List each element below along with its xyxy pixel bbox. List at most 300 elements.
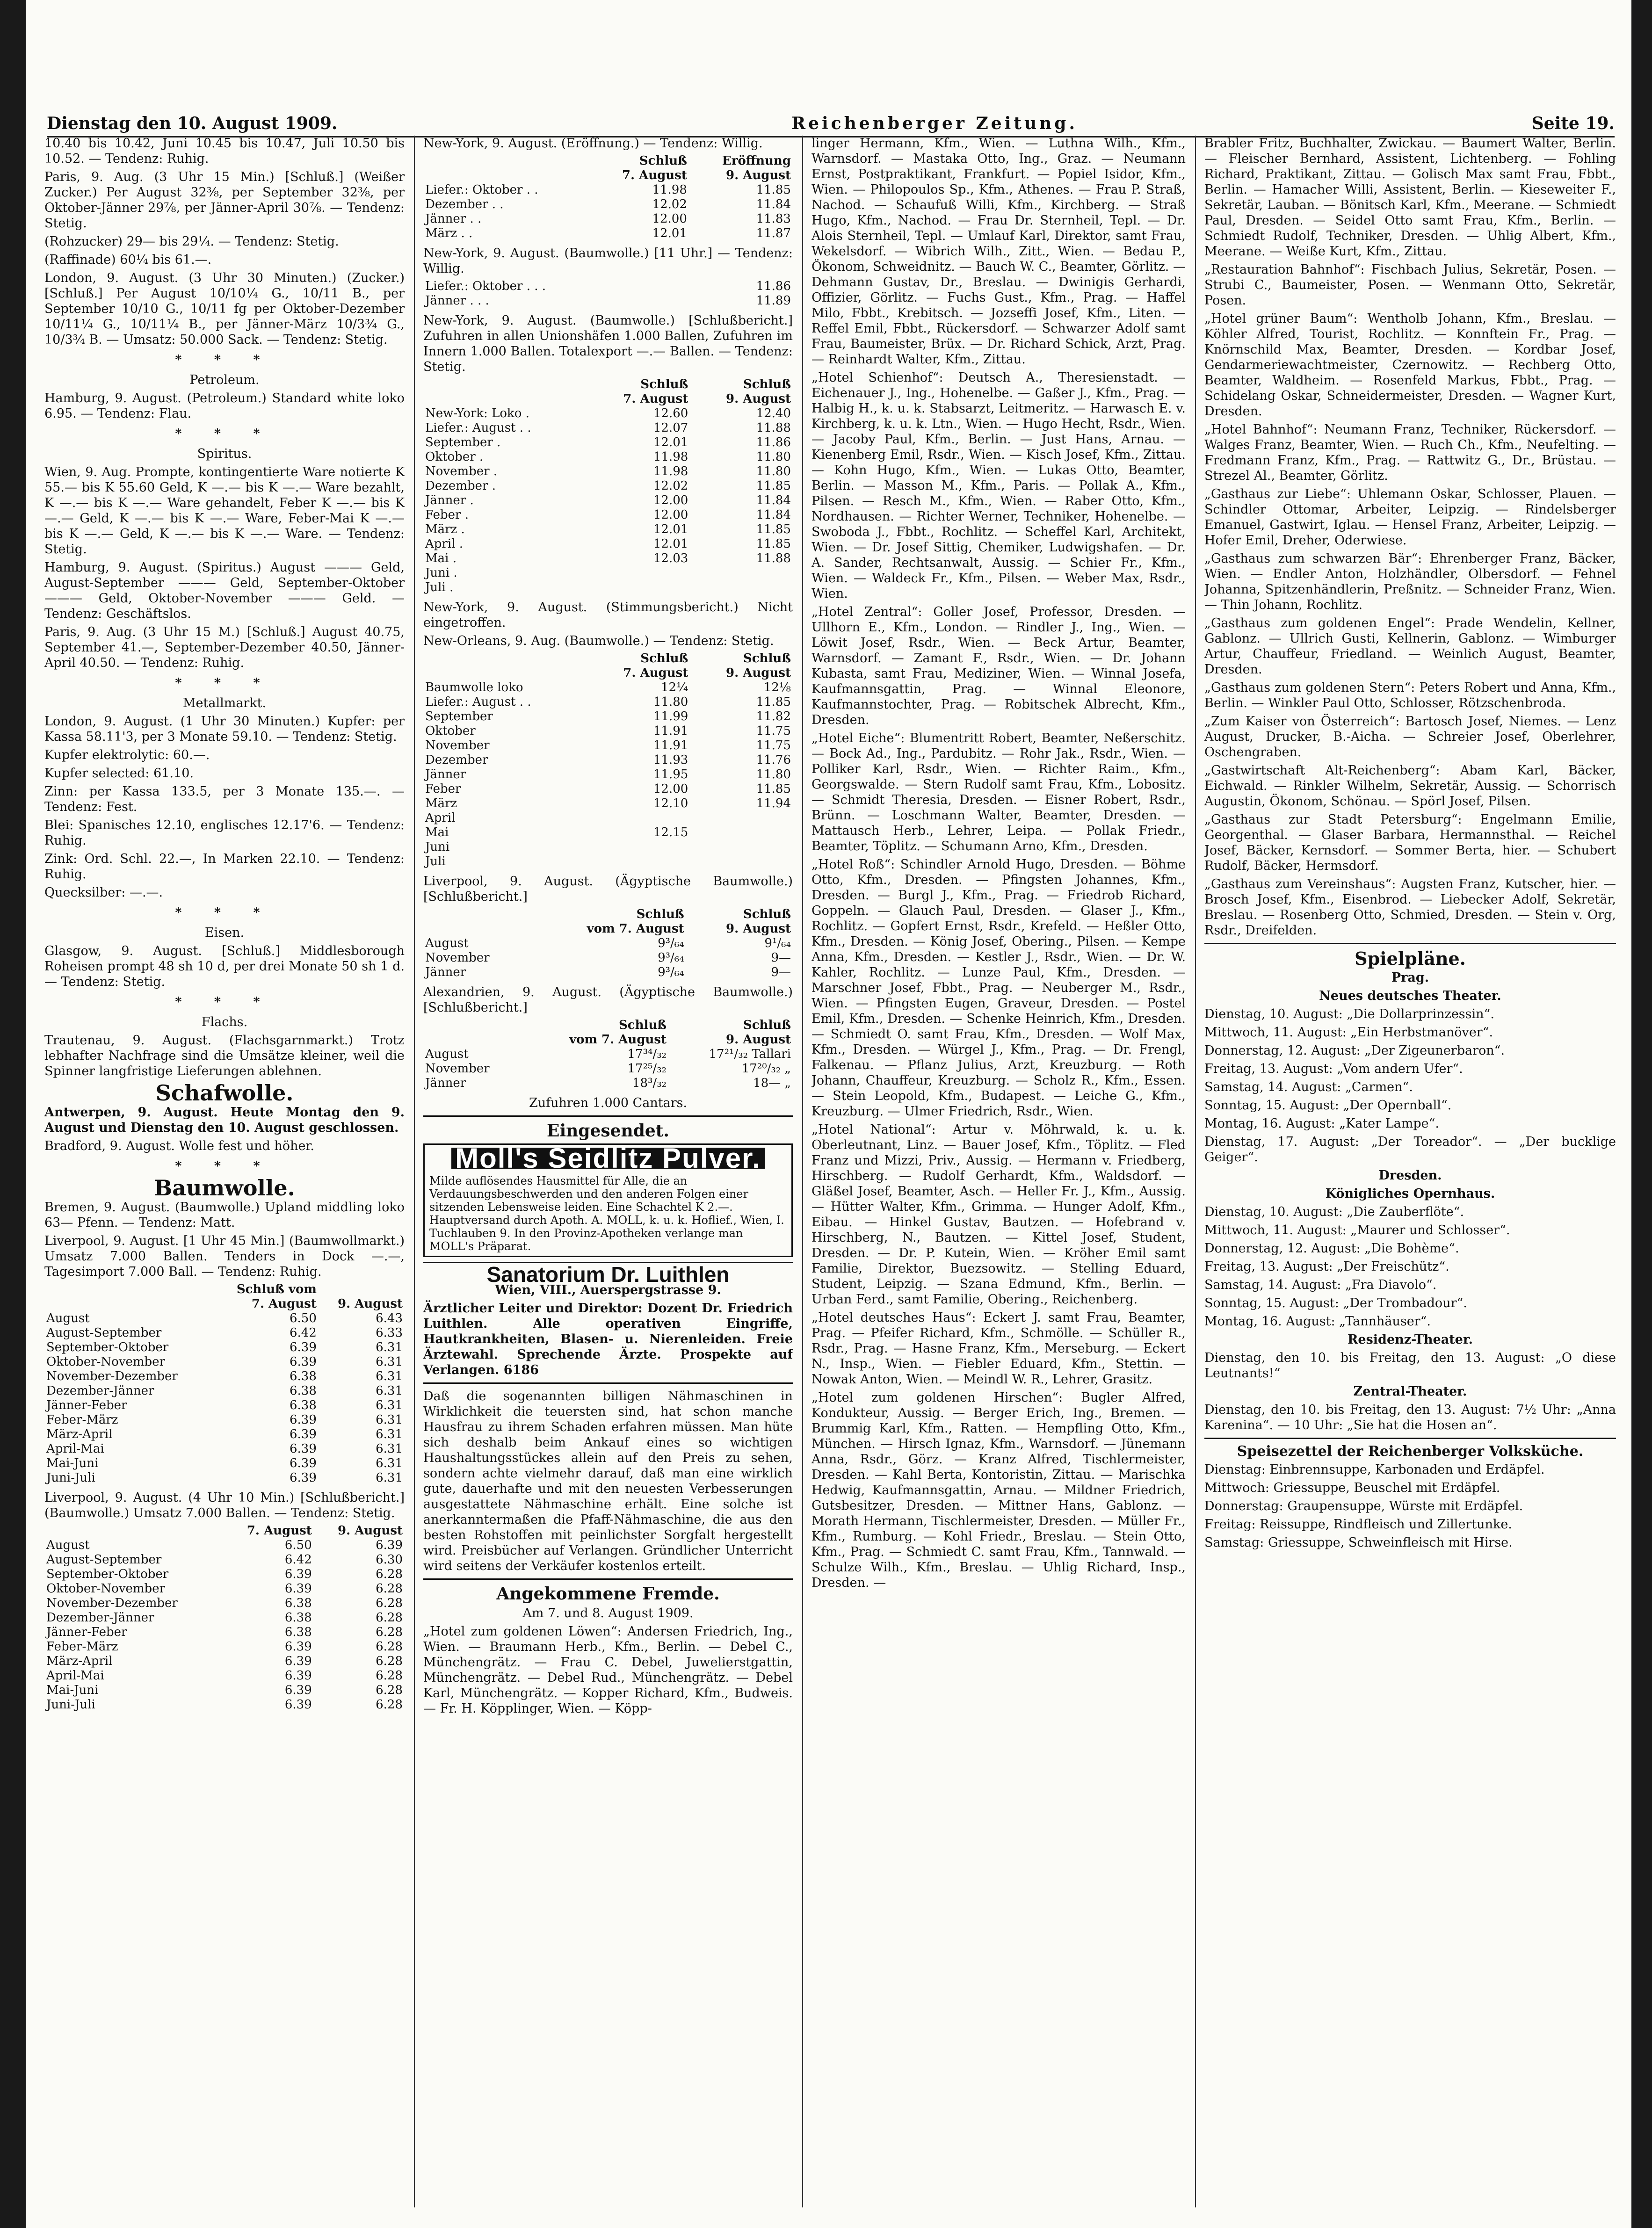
table-cell: 11.85 bbox=[756, 782, 791, 796]
table-cell: 6.38 bbox=[284, 1625, 312, 1639]
table-cell: 11.87 bbox=[756, 226, 791, 240]
table-row bbox=[423, 279, 793, 294]
table-cell: Schluß bbox=[743, 377, 791, 391]
table-cell: 6.28 bbox=[376, 1596, 403, 1610]
city-heading: Prag. bbox=[1391, 970, 1429, 985]
market-report: (Rohzucker) 29— bis 29¼. — Tendenz: Stetig. bbox=[44, 234, 339, 249]
guest-list: „Zum Kaiser von Österreich“: Bartosch Josef, Niemes. — Lenz August, Drucker, B.-Aicha. — Schreier Josef, Oberlehrer, Oschengraben. bbox=[1204, 714, 1616, 760]
table-row bbox=[423, 1018, 793, 1033]
section-title: Baumwolle. bbox=[154, 1175, 295, 1201]
table-cell: Mai-Juni bbox=[46, 1456, 99, 1470]
table-row bbox=[423, 825, 793, 840]
table-cell bbox=[690, 580, 793, 595]
table-cell bbox=[319, 1282, 405, 1297]
table-row bbox=[44, 1524, 405, 1538]
guest-list: „Hotel Eiche“: Blumentritt Robert, Beamter, Neßerschitz. — Bock Ad., Ing., Pardubitz. — Rohr Jak., Rsdr., Wien. — Polliker Karl, Rsdr., Wien. — Richter Raim., Kfm., Georgswalde. — Stern Rudolf samt Frau, Kfm., Lobositz. — Schmidt Theresia, Dresden. — Eisner Robert, Rsdr., Brünn. — Loschmann Walter, Beamter, Dresden. — Mattausch Herb., Lehrer, Leipa. — Pollak Friedr., Beamter, Töplitz. — Schumann Arno, Kfm., Dresden. bbox=[812, 731, 1186, 854]
table-row bbox=[423, 493, 793, 508]
list-item: Dienstag, 10. August: „Die Dollarprinzessin“. bbox=[1204, 1007, 1494, 1021]
table-cell: Schluß bbox=[640, 651, 688, 666]
table-row bbox=[423, 854, 793, 869]
market-report: London, 9. August. (3 Uhr 30 Minuten.) (Zucker.) [Schluß.] Per August 10/10¼ G., 10/11 B., per September 10/10 G., 10/11 fg per Oktober-Dezember 10/11¼ G., 10/11¼ B., per Jänner-März 10/3¾ G., 10/3¾ B. — Umsatz: 50.000 Sack. — Tendenz: Stetig. bbox=[44, 271, 405, 347]
table-cell: 11.89 bbox=[756, 294, 791, 308]
market-report: Paris, 9. Aug. (3 Uhr 15 Min.) [Schluß.] (Weißer Zucker.) Per August 32⅜, per September 32⅜, per Oktober-Jänner 29⅞, per Jänner-April 30⅞. — Tendenz: Stetig. bbox=[44, 170, 405, 231]
column-1 bbox=[44, 136, 405, 1717]
list-item: Mittwoch: Griessuppe, Beuschel mit Erdäpfel. bbox=[1204, 1481, 1500, 1495]
table-cell bbox=[587, 840, 690, 854]
table-cell: 6.38 bbox=[284, 1611, 312, 1625]
table-row bbox=[423, 1076, 793, 1091]
table-row bbox=[44, 1553, 405, 1567]
table-cell: 6.39 bbox=[289, 1442, 317, 1456]
table-cell: 6.38 bbox=[289, 1384, 317, 1398]
schedule-text: Dienstag, den 10. bis Freitag, den 13. August: 7½ Uhr: „Anna Karenina“. — 10 Uhr: „Sie hat die Hosen an“. bbox=[1204, 1403, 1616, 1432]
table-cell bbox=[44, 1297, 214, 1311]
table-row bbox=[423, 767, 793, 782]
price-table bbox=[423, 154, 793, 241]
market-report: New-Orleans, 9. Aug. (Baumwolle.) — Tendenz: Stetig. bbox=[423, 634, 774, 648]
table-cell: 11.75 bbox=[756, 738, 791, 752]
section-heading: Flachs. bbox=[201, 1015, 248, 1029]
market-report: Quecksilber: —.—. bbox=[44, 885, 163, 900]
advertisement-moll bbox=[423, 1143, 793, 1257]
table-cell: 6.28 bbox=[376, 1625, 403, 1639]
table-row bbox=[44, 1311, 405, 1326]
table-cell: 17²¹/₃₂ Tallari bbox=[709, 1047, 791, 1061]
column-2 bbox=[423, 136, 793, 1719]
list-item: Freitag, 13. August: „Der Freischütz“. bbox=[1204, 1259, 1449, 1274]
table-cell: 11.84 bbox=[756, 493, 791, 507]
table-cell: 12.01 bbox=[653, 537, 688, 551]
table-row bbox=[423, 907, 793, 922]
table-row bbox=[423, 738, 793, 753]
list-item: Samstag, 14. August: „Carmen“. bbox=[1204, 1080, 1413, 1094]
guest-list: „Hotel zum goldenen Löwen“: Andersen Friedrich, Ing., Wien. — Braumann Herb., Kfm., Berlin. — Debel C., Münchengrätz. — Frau C. Debel, Juwelierstgattin, Münchengrätz. — Debel Rud., Münchengrätz. — Debel Karl, Münchengrätz. — Kopper Richard, Kfm., Budweis. — Fr. H. Köpplinger, Wien. — Köpp- bbox=[423, 1624, 793, 1716]
market-report: New-York, 9. August. (Baumwolle.) [11 Uhr.] — Tendenz: Willig. bbox=[423, 246, 793, 276]
table-cell: April bbox=[425, 811, 456, 825]
market-report: New-York, 9. August. (Baumwolle.) [Schlußbericht.] Zufuhren in allen Unionshäfen 1.000 Ballen, Zufuhren im Innern 1.000 Ballen. Totalexport —.— Ballen. — Tendenz: Stetig. bbox=[423, 313, 793, 374]
table-row bbox=[423, 695, 793, 709]
table-cell: 11.85 bbox=[756, 479, 791, 493]
table-cell: 9. August bbox=[725, 168, 791, 182]
table-cell: September . bbox=[425, 435, 501, 449]
list-item: Freitag, 13. August: „Vom andern Ufer“. bbox=[1204, 1062, 1463, 1076]
guest-list: „Hotel Schienhof“: Deutsch A., Theresienstadt. — Eichenauer J., Ing., Hohenelbe. — Gaßer J., Kfm., Prag. — Halbig H., k. u. k. Stabsarzt, Leitmeritz. — Harwasch E. v. Kirchberg, k. u. k. Ltn., Wien. — Hugo Hecht, Rsdr., Wien. — Jacoby Paul, Kfm., Berlin. — Just Hans, Arnau. — Kienenberg Emil, Rsdr., Wien. — Kisch Josef, Kfm., Zittau. — Kohn Hugo, Kfm., Wien. — Lukas Otto, Beamter, Berlin. — Masson M., Kfm., Paris. — Pollak A., Kfm., Pilsen. — Resch M., Kfm., Wien. — Raber Otto, Kfm., Nordhausen. — Richter Werner, Techniker, Hohenelbe. — Swoboda J., Fbbt., Rochlitz. — Scheffel Karl, Architekt, Wien. — Dr. Josef Sittig, Chemiker, Ludwigshafen. — Dr. A. Sander, Rechtsanwalt, Aussig. — Schier Fr., Kfm., Wien. — Waldeck Fr., Kfm., Pilsen. — Weber Max, Rsdr., Wien. bbox=[812, 370, 1186, 601]
table-cell: 11.80 bbox=[756, 464, 791, 478]
table-cell: 9³/₆₄ bbox=[658, 936, 684, 950]
price-table bbox=[423, 279, 793, 308]
table-row bbox=[423, 1047, 793, 1062]
table-cell: 6.31 bbox=[376, 1369, 403, 1383]
table-cell: 11.80 bbox=[756, 450, 791, 464]
guest-list: „Hotel grüner Baum“: Wentholb Johann, Kfm., Breslau. — Köhler Alfred, Tourist, Rochlitz. — Konnftein Fr., Prag. — Knörnschild Max, Beamter, Dresden. — Kordbar Josef, Gendarmeriewachtmeister, Czernowitz. — Rechberg Otto, Beamter, Waldheim. — Rosenfeld Markus, Fbbt., Prag. — Schidelang Oskar, Schneidermeister, Dresden. — Wagner Kurt, Dresden. bbox=[1204, 311, 1616, 419]
table-row bbox=[44, 1698, 405, 1712]
table-cell: 11.88 bbox=[756, 551, 791, 565]
table-cell: Liefer.: August . . bbox=[425, 421, 531, 435]
guest-list: Brabler Fritz, Buchhalter, Zwickau. — Baumert Walter, Berlin. — Fleischer Bernhard, Assistent, Lichtenberg. — Fohling Richard, Praktikant, Zittau. — Golisch Max samt Frau, Fbbt., Berlin. — Hamacher Willi, Assistent, Berlin. — Kieseweiter F., Sekretär, Lauban. — Bönitsch Karl, Kfm., Meerane. — Schmiedt Paul, Dresden. — Seidel Otto samt Frau, Kfm., Berlin. — Schmiedt Rudolf, Techniker, Dresden. — Uhlig Albert, Kfm., Meerane. — Weiße Kurt, Kfm., Zittau. bbox=[1204, 136, 1616, 259]
market-report: Wien, 9. Aug. Prompte, kontingentierte Ware notierte K 55.— bis K 55.60 Geld, K —.— bis K —.— Ware bezahlt, K —.— bis K —.— Ware gehandelt, Feber K —.— bis K —.— Geld, K —.— bis K —.— Ware, Feber-Mai K —.— bis K —.— Geld, K —.— bis K —.— Ware. — Tendenz: Stetig. bbox=[44, 465, 405, 557]
table-cell: 11.91 bbox=[653, 738, 688, 752]
table-row bbox=[423, 294, 793, 308]
column-rule bbox=[414, 136, 415, 2207]
table-cell: Eröffnung bbox=[722, 154, 791, 168]
theater-heading: Zentral-Theater. bbox=[1353, 1384, 1467, 1399]
table-cell: Feber . bbox=[425, 508, 469, 522]
table-cell bbox=[423, 392, 587, 406]
schedule-list bbox=[1204, 1006, 1616, 1165]
table-cell bbox=[423, 154, 590, 168]
table-cell: 6.38 bbox=[284, 1596, 312, 1610]
table-cell: Feber-März bbox=[46, 1413, 118, 1427]
table-cell: August-September bbox=[46, 1553, 162, 1567]
table-row bbox=[423, 392, 793, 406]
table-cell: 6.39 bbox=[284, 1654, 312, 1668]
table-cell: 12.07 bbox=[653, 421, 688, 435]
table-cell: Feber bbox=[425, 782, 461, 796]
table-row bbox=[423, 1033, 793, 1047]
table-row bbox=[423, 566, 793, 580]
table-cell: 12.03 bbox=[653, 551, 688, 565]
table-row bbox=[44, 1625, 405, 1640]
table-cell: 11.99 bbox=[653, 709, 688, 723]
guest-list: „Gasthaus zur Liebe“: Uhlemann Oskar, Schlosser, Plauen. — Schindler Ottomar, Arbeiter, Leipzig. — Rindelsberger Emanuel, Gastwirt, Iglau. — Hensel Franz, Arbeiter, Leipzig. — Hofer Emil, Dreher, Oderwiese. bbox=[1204, 487, 1616, 548]
separator-stars: * * * bbox=[175, 427, 274, 441]
table-cell bbox=[423, 907, 529, 922]
sanatorium-text: Ärztlicher Leiter und Direktor: Dozent Dr. Friedrich Luithlen. Alle operativen Eingriffe, Hautkrankheiten, Blasen- u. Nierenleiden. Freie Ärztewahl. Sprechende Ärzte. Prospekte auf Verlangen. 6186 bbox=[423, 1301, 793, 1377]
page-header bbox=[47, 105, 1615, 137]
section-title: Schafwolle. bbox=[155, 1080, 294, 1106]
section-heading: Petroleum. bbox=[189, 373, 260, 387]
table-row bbox=[423, 951, 793, 965]
section-title: Speisezettel der Reichenberger Volksküche. bbox=[1237, 1443, 1584, 1460]
guest-list: „Hotel zum goldenen Hirschen“: Bugler Alfred, Kondukteur, Aussig. — Berger Erich, Ing., Bremen. — Brummig Karl, Kfm., Ratten. — Hempfling Otto, Kfm., München. — Hirsch Ignaz, Kfm., Warnsdorf. — Jünemann Anna, Rsdr., Görz. — Kranz Alfred, Tischlermeister, Dresden. — Kahl Berta, Kontoristin, Zittau. — Marischka Hedwig, Kaufmannsgattin, Arnau. — Mildner Friedrich, Gutsbesitzer, Dresden. — Mittner Hans, Gablonz. — Morath Hermann, Tischlermeister, Dresden. — Müller Fr., Kfm., Rumburg. — Kohl Friedr., Breslau. — Stein Otto, Kfm., Prag. — Schmiedt C. samt Frau, Kfm., Tannwald. — Schulze Wilh., Kfm., Breslau. — Uhlig Richard, Insp., Dresden. — bbox=[812, 1390, 1186, 1590]
table-cell bbox=[423, 1033, 522, 1047]
table-cell: 6.31 bbox=[376, 1413, 403, 1427]
price-table bbox=[423, 1018, 793, 1091]
table-cell: 6.28 bbox=[376, 1640, 403, 1654]
table-row bbox=[423, 168, 793, 183]
table-cell: Schluß bbox=[743, 651, 791, 666]
column-rule bbox=[1195, 136, 1196, 2207]
table-cell: 11.85 bbox=[756, 522, 791, 536]
section-date: Am 7. und 8. August 1909. bbox=[522, 1606, 694, 1620]
divider bbox=[423, 1578, 793, 1580]
table-cell: Dezember-Jänner bbox=[46, 1611, 154, 1625]
table-cell: 7. August bbox=[622, 168, 687, 182]
table-cell: 11.75 bbox=[756, 724, 791, 738]
table-cell: Mai-Juni bbox=[46, 1683, 99, 1697]
table-cell: 6.50 bbox=[284, 1538, 312, 1552]
table-row bbox=[423, 435, 793, 450]
price-table bbox=[44, 1282, 405, 1485]
table-cell: Mai . bbox=[425, 551, 456, 565]
table-cell: 6.39 bbox=[284, 1640, 312, 1654]
table-cell: April-Mai bbox=[46, 1669, 104, 1683]
table-cell: Jänner bbox=[425, 767, 466, 781]
table-cell: 6.39 bbox=[289, 1340, 317, 1354]
separator-stars: * * * bbox=[175, 1159, 274, 1173]
market-report: Zufuhren 1.000 Cantars. bbox=[529, 1096, 688, 1110]
table-cell: 6.38 bbox=[289, 1369, 317, 1383]
guest-list: „Hotel deutsches Haus“: Eckert J. samt Frau, Beamter, Prag. — Pfeifer Richard, Kfm., Schmölle. — Schüller R., Rsdr., Prag. — Hasne Franz, Kfm., Merseburg. — Eckert N., Insp., Wien. — Fiebler Eduard, Kfm., Stettin. — Nowak Anton, Wien. — Meindl W. R., Lehrer, Grasitz. bbox=[812, 1310, 1186, 1387]
table-cell: Juli bbox=[425, 854, 446, 868]
table-cell: August bbox=[425, 1047, 469, 1061]
table-cell: November-Dezember bbox=[46, 1596, 178, 1610]
table-cell: Juni-Juli bbox=[46, 1471, 95, 1485]
table-cell: 6.28 bbox=[376, 1567, 403, 1581]
table-row bbox=[44, 1427, 405, 1442]
table-row bbox=[423, 406, 793, 421]
table-cell: 6.28 bbox=[376, 1611, 403, 1625]
market-report: Glasgow, 9. August. [Schluß.] Middlesborough Roheisen prompt 48 sh 10 d, per drei Monate 50 sh 1 d. — Tendenz: Stetig. bbox=[44, 944, 405, 989]
list-item: Donnerstag, 12. August: „Die Bohème“. bbox=[1204, 1241, 1459, 1256]
table-cell: 11.83 bbox=[756, 212, 791, 226]
market-report: 10.40 bis 10.42, Juni 10.45 bis 10.47, Juli 10.50 bis 10.52. — Tendenz: Ruhig. bbox=[44, 136, 405, 166]
menu-list bbox=[1204, 1462, 1616, 1550]
table-cell: 11.88 bbox=[756, 421, 791, 435]
market-report: Bremen, 9. August. (Baumwolle.) Upland middling loko 63— Pfenn. — Tendenz: Matt. bbox=[44, 1200, 405, 1230]
table-cell: Schluß bbox=[639, 154, 687, 168]
table-cell: Schluß vom bbox=[236, 1282, 317, 1296]
table-cell: 6.28 bbox=[376, 1669, 403, 1683]
table-cell: 11.80 bbox=[756, 767, 791, 781]
table-row bbox=[423, 965, 793, 980]
table-row bbox=[423, 651, 793, 666]
header-newspaper: Reichenberger Zeitung. bbox=[791, 114, 1078, 133]
table-cell: 9. August bbox=[725, 922, 791, 936]
guest-list: „Gasthaus zum goldenen Stern“: Peters Robert und Anna, Kfm., Berlin. — Winkler Paul Otto, Schlosser, Rötzschenbroda. bbox=[1204, 680, 1616, 710]
divider bbox=[423, 1382, 793, 1384]
table-cell: 6.39 bbox=[284, 1683, 312, 1697]
table-cell: 6.33 bbox=[376, 1326, 403, 1340]
theater-heading: Königliches Opernhaus. bbox=[1325, 1186, 1495, 1201]
table-row bbox=[44, 1669, 405, 1683]
table-cell bbox=[423, 377, 587, 392]
table-cell: 11.85 bbox=[756, 537, 791, 551]
separator-stars: * * * bbox=[175, 905, 274, 920]
table-row bbox=[44, 1398, 405, 1413]
table-cell: 6.31 bbox=[376, 1384, 403, 1398]
table-row bbox=[423, 724, 793, 738]
table-cell: 6.42 bbox=[289, 1326, 317, 1340]
table-cell bbox=[587, 566, 690, 580]
table-cell: 6.31 bbox=[376, 1355, 403, 1369]
list-item: Freitag: Reissuppe, Rindfleisch und Zillertunke. bbox=[1204, 1517, 1512, 1532]
table-cell: April . bbox=[425, 537, 464, 551]
table-cell bbox=[587, 811, 690, 825]
table-cell: 6.39 bbox=[289, 1413, 317, 1427]
price-table bbox=[423, 907, 793, 980]
table-cell: 12.10 bbox=[653, 796, 688, 810]
table-cell: 6.31 bbox=[376, 1471, 403, 1485]
guest-list: „Gasthaus zur Stadt Petersburg“: Engelmann Emilie, Georgenthal. — Glaser Barbara, Hermannsthal. — Reichel Josef, Bäcker, Kernsdorf. — Sommer Berta, hier. — Schubert Rudolf, Bäcker, Hermsdorf. bbox=[1204, 812, 1616, 873]
table-cell: 11.86 bbox=[756, 435, 791, 449]
table-cell bbox=[690, 840, 793, 854]
table-row bbox=[423, 782, 793, 796]
table-cell: 12.00 bbox=[653, 782, 688, 796]
table-cell: 17²⁵/₃₂ bbox=[627, 1062, 667, 1076]
table-cell: 6.31 bbox=[376, 1442, 403, 1456]
table-row bbox=[423, 936, 793, 951]
market-report: Liverpool, 9. August. [1 Uhr 45 Min.] (Baumwollmarkt.) Umsatz 7.000 Ballen. Tenders in Dock —.—, Tagesimport 7.000 Ball. — Tendenz: Ruhig. bbox=[44, 1234, 405, 1279]
table-cell: Mai bbox=[425, 825, 449, 839]
table-row bbox=[44, 1654, 405, 1669]
table-row bbox=[423, 212, 793, 226]
market-report: London, 9. August. (1 Uhr 30 Minuten.) Kupfer: per Kassa 58.11'3, per 3 Monate 59.10. — Tendenz: Stetig. bbox=[44, 714, 405, 744]
table-cell: 6.39 bbox=[289, 1471, 317, 1485]
table-row bbox=[423, 522, 793, 537]
table-row bbox=[423, 421, 793, 435]
table-row bbox=[44, 1567, 405, 1582]
column-4 bbox=[1204, 136, 1616, 1553]
table-cell: 6.39 bbox=[289, 1355, 317, 1369]
list-item: Sonntag, 15. August: „Der Opernball“. bbox=[1204, 1098, 1452, 1113]
moll-logo: Moll's Seidlitz Pulver. bbox=[451, 1148, 765, 1169]
table-cell: 6.38 bbox=[289, 1398, 317, 1412]
table-cell: vom 7. August bbox=[587, 922, 684, 936]
table-row bbox=[44, 1456, 405, 1471]
header-page: Seite 19. bbox=[1531, 114, 1615, 133]
section-title: Eingesendet. bbox=[547, 1121, 669, 1141]
market-report: Bradford, 9. August. Wolle fest und höher. bbox=[44, 1139, 314, 1153]
table-row bbox=[44, 1297, 405, 1311]
table-cell: 11.98 bbox=[652, 183, 687, 197]
divider bbox=[1204, 943, 1616, 944]
table-row bbox=[423, 922, 793, 936]
table-cell: 6.31 bbox=[376, 1456, 403, 1470]
market-report: Zinn: per Kassa 133.5, per 3 Monate 135.—. — Tendenz: Fest. bbox=[44, 784, 405, 814]
section-heading: Metallmarkt. bbox=[182, 696, 267, 710]
table-cell: November bbox=[425, 1062, 490, 1076]
table-cell bbox=[690, 566, 793, 580]
table-cell: September-Oktober bbox=[46, 1567, 169, 1581]
theater-heading: Neues deutsches Theater. bbox=[1319, 989, 1501, 1003]
table-row bbox=[423, 753, 793, 767]
table-row bbox=[44, 1282, 405, 1297]
table-cell: 6.42 bbox=[284, 1553, 312, 1567]
table-cell: 6.39 bbox=[284, 1567, 312, 1581]
table-cell: 11.91 bbox=[653, 724, 688, 738]
table-cell: 11.84 bbox=[756, 508, 791, 522]
table-cell bbox=[587, 854, 690, 869]
list-item: Dienstag, 17. August: „Der Toreador“. — „Der bucklige Geiger“. bbox=[1204, 1135, 1616, 1165]
market-report: Antwerpen, 9. August. Heute Montag den 9. August und Dienstag den 10. August geschlossen. bbox=[44, 1105, 405, 1135]
table-row bbox=[44, 1611, 405, 1625]
table-cell: 9¹/₆₄ bbox=[764, 936, 791, 950]
table-cell: 12.00 bbox=[653, 508, 688, 522]
table-cell bbox=[423, 651, 587, 666]
table-cell: 12¼ bbox=[660, 680, 688, 694]
table-cell: 9³/₆₄ bbox=[658, 965, 684, 979]
table-cell: 6.39 bbox=[376, 1538, 403, 1552]
table-cell: 7. August bbox=[246, 1524, 312, 1538]
table-cell: 12.01 bbox=[653, 522, 688, 536]
table-cell: Oktober-November bbox=[46, 1355, 166, 1369]
table-cell: 12⅛ bbox=[763, 680, 791, 694]
table-cell: April-Mai bbox=[46, 1442, 104, 1456]
table-row bbox=[423, 811, 793, 825]
list-item: Samstag, 14. August: „Fra Diavolo“. bbox=[1204, 1278, 1437, 1292]
scan-border-left bbox=[0, 0, 26, 2228]
table-cell: 12.15 bbox=[653, 825, 688, 839]
table-cell: 12.00 bbox=[653, 493, 688, 507]
table-cell bbox=[44, 1282, 214, 1297]
table-cell: März-April bbox=[46, 1654, 113, 1668]
market-report: Blei: Spanisches 12.10, englisches 12.17'6. — Tendenz: Ruhig. bbox=[44, 818, 405, 848]
market-report: Kupfer elektrolytic: 60.—. bbox=[44, 748, 210, 762]
table-cell: 17²⁰/₃₂ „ bbox=[741, 1062, 791, 1076]
table-cell: 12.02 bbox=[653, 479, 688, 493]
table-cell: 18— „ bbox=[753, 1076, 791, 1090]
table-cell: 6.31 bbox=[376, 1340, 403, 1354]
table-cell bbox=[587, 580, 690, 595]
table-cell: Feber-März bbox=[46, 1640, 118, 1654]
divider bbox=[1204, 1438, 1616, 1439]
table-cell: März . bbox=[425, 522, 465, 536]
table-cell: Dezember . bbox=[425, 479, 496, 493]
table-cell: 11.84 bbox=[756, 197, 791, 211]
table-cell: Jänner-Feber bbox=[46, 1625, 127, 1639]
table-cell: August bbox=[46, 1538, 90, 1552]
table-row bbox=[423, 1062, 793, 1076]
table-row bbox=[423, 580, 793, 595]
table-cell: 6.39 bbox=[289, 1456, 317, 1470]
table-cell: 6.39 bbox=[289, 1427, 317, 1441]
table-cell: 6.43 bbox=[376, 1311, 403, 1325]
table-cell: Schluß bbox=[743, 1018, 791, 1032]
table-cell: 6.28 bbox=[376, 1582, 403, 1596]
table-cell: August bbox=[425, 936, 469, 950]
guest-list: „Gasthaus zum goldenen Engel“: Prade Wendelin, Kellner, Gablonz. — Ullrich Gusti, Kellnerin, Gablonz. — Wimburger Artur, Chauffeur, Friedland. — Weinlich August, Beamter, Dresden. bbox=[1204, 616, 1616, 677]
table-row bbox=[423, 666, 793, 680]
market-report: Liverpool, 9. August. (Ägyptische Baumwolle.) [Schlußbericht.] bbox=[423, 874, 793, 904]
price-table bbox=[423, 377, 793, 595]
table-cell bbox=[690, 811, 793, 825]
table-row bbox=[423, 840, 793, 854]
table-cell: Jänner . bbox=[425, 493, 474, 507]
table-cell: 11.85 bbox=[756, 183, 791, 197]
table-cell: 9. August bbox=[337, 1297, 403, 1311]
table-cell: 12.01 bbox=[652, 226, 687, 240]
table-cell: 11.76 bbox=[756, 753, 791, 767]
table-cell: 7. August bbox=[623, 392, 688, 406]
list-item: Samstag: Griessuppe, Schweinfleisch mit Hirse. bbox=[1204, 1535, 1513, 1550]
table-cell: 11.98 bbox=[653, 464, 688, 478]
table-cell: Oktober-November bbox=[46, 1582, 166, 1596]
list-item: Dienstag: Einbrennsuppe, Karbonaden und Erdäpfel. bbox=[1204, 1462, 1545, 1477]
table-cell: 6.30 bbox=[376, 1553, 403, 1567]
table-cell: 6.28 bbox=[376, 1683, 403, 1697]
separator-stars: * * * bbox=[175, 676, 274, 690]
list-item: Montag, 16. August: „Kater Lampe“. bbox=[1204, 1116, 1440, 1131]
table-cell: Liefer.: Oktober . . bbox=[425, 183, 538, 197]
table-cell: Jänner bbox=[425, 965, 466, 979]
table-row bbox=[44, 1369, 405, 1384]
table-row bbox=[44, 1640, 405, 1654]
sanatorium-title: Sanatorium Dr. Luithlen bbox=[423, 1262, 793, 1282]
table-cell: 12.01 bbox=[653, 435, 688, 449]
table-cell: Juni-Juli bbox=[46, 1698, 95, 1712]
table-row bbox=[423, 537, 793, 551]
guest-list: „Gasthaus zum Vereinshaus“: Augsten Franz, Kutscher, hier. — Brosch Josef, Kfm., Eisenbrod. — Liebecker Adolf, Sekretär, Breslau. — Rosenberg Otto, Schmied, Dresden. — Stein v. Org, Rsdr., Dreifelden. bbox=[1204, 877, 1616, 938]
guest-list: „Hotel National“: Artur v. Möhrwald, k. u. k. Oberleutnant, Linz. — Bauer Josef, Kfm., Töplitz. — Fled Franz und Mizzi, Priv., Aussig. — Hermann v. Friedberg, Hirschberg. — Rudolf Gerhardt, Kfm., Waldsdorf. — Gläßel Josef, Beamter, Asch. — Heller Fr. J., Kfm., Aussig. — Hütter Walter, Kfm., Grimma. — Hunger Adolf, Kfm., Eibau. — Hinkel Gustav, Bautzen. — Hofebrand v. Hirschberg, N., Bautzen. — Kittel Josef, Student, Dresden. — Dr. P. Kutein, Wien. — Kröher Emil samt Familie, Direktor, Buezsowitz. — Stelling Eduard, Student, Leipzig. — Szana Edmund, Kfm., Berlin. — Urban Ferd., samt Familie, Obering., Reichenberg. bbox=[812, 1122, 1186, 1307]
table-cell: März-April bbox=[46, 1427, 113, 1441]
table-cell: Liefer.: Oktober . . . bbox=[425, 279, 546, 293]
guest-list: „Gastwirtschaft Alt-Reichenberg“: Abam Karl, Bäcker, Eichwald. — Rinkler Wilhelm, Sekretär, Aussig. — Schorrisch Augustin, Ökonom, Schönau. — Spörl Josef, Pilsen. bbox=[1204, 763, 1616, 809]
table-cell: 11.98 bbox=[653, 450, 688, 464]
list-item: Sonntag, 15. August: „Der Trombadour“. bbox=[1204, 1296, 1467, 1310]
table-cell: Jänner-Feber bbox=[46, 1398, 127, 1412]
list-item: Donnerstag, 12. August: „Der Zigeunerbaron“. bbox=[1204, 1043, 1505, 1058]
